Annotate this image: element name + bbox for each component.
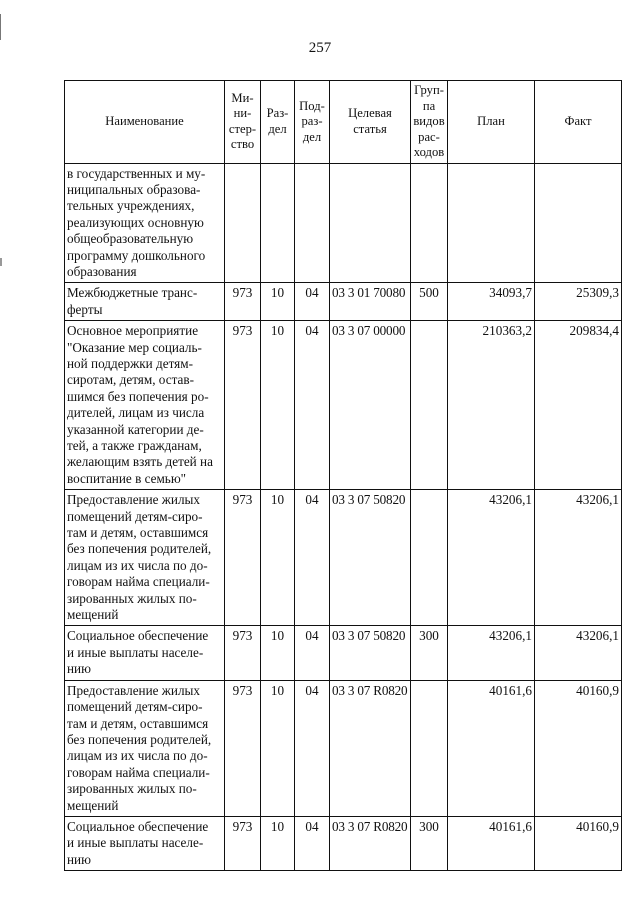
header-name <box>65 81 225 164</box>
name-line: воспитание в семью" <box>67 470 187 486</box>
scan-edge-dot <box>0 258 2 266</box>
ministry-cell: 973 <box>225 321 261 490</box>
table-row <box>65 321 622 490</box>
header-fact <box>535 81 622 164</box>
ministry-cell: 973 <box>225 816 261 870</box>
ministry-cell: 973 <box>225 490 261 626</box>
name-line: сиротам, детям, остав- <box>67 372 194 388</box>
ministry-cell <box>225 163 261 283</box>
name-line: нию <box>67 851 91 867</box>
section-cell: 10 <box>261 680 295 816</box>
name-line: без попечения родителей, <box>67 731 212 747</box>
name-line: в государственных и му- <box>67 165 206 181</box>
name-line: ниципальных образова- <box>67 181 201 197</box>
ministry-cell: 973 <box>225 680 261 816</box>
name-line: указанной категории де- <box>67 421 204 437</box>
table-header-row <box>65 81 622 164</box>
subsection-cell: 04 <box>295 816 330 870</box>
subsection-cell: 04 <box>295 283 330 321</box>
header-line: видов <box>413 114 445 128</box>
header-section <box>261 81 295 164</box>
name-line: программу дошкольного <box>67 247 206 263</box>
name-line: шимся без попечения ро- <box>67 388 209 404</box>
name-line: ферты <box>67 301 103 317</box>
subsection-cell: 04 <box>295 490 330 626</box>
section-cell: 10 <box>261 490 295 626</box>
article-cell: 03 3 07 00000 <box>330 321 411 490</box>
name-line: без попечения родителей, <box>67 541 212 557</box>
name-cell <box>65 816 225 870</box>
group-cell <box>411 680 448 816</box>
header-line: па <box>422 98 436 113</box>
table-row <box>65 283 622 321</box>
fact-cell <box>535 163 622 283</box>
name-line: Предоставление жилых <box>67 682 201 698</box>
header-line: дел <box>302 129 322 144</box>
name-line: желающим взять детей на <box>67 454 213 470</box>
header-subsection <box>295 81 330 164</box>
subsection-cell <box>295 163 330 283</box>
section-cell: 10 <box>261 321 295 490</box>
name-line: Основное мероприятие <box>67 323 199 339</box>
fact-cell: 43206,1 <box>535 490 622 626</box>
name-cell <box>65 163 225 283</box>
group-cell <box>411 490 448 626</box>
header-plan <box>448 81 535 164</box>
section-cell: 10 <box>261 626 295 680</box>
name-cell <box>65 680 225 816</box>
name-line: говорам найма специали- <box>67 574 210 590</box>
plan-cell: 43206,1 <box>448 490 535 626</box>
header-line: Ми- <box>231 90 254 105</box>
plan-cell: 34093,7 <box>448 283 535 321</box>
name-line: зированных жилых по- <box>67 590 197 606</box>
name-line: Социальное обеспечение <box>67 818 209 834</box>
name-cell <box>65 283 225 321</box>
table-body <box>65 163 622 871</box>
name-line: нию <box>67 661 91 677</box>
table-row <box>65 490 622 626</box>
group-cell: 300 <box>411 816 448 870</box>
header-line: Под- <box>299 98 325 113</box>
article-cell <box>330 163 411 283</box>
plan-cell <box>448 163 535 283</box>
table-row <box>65 816 622 870</box>
article-cell: 03 3 07 50820 <box>330 490 411 626</box>
header-line: ни- <box>233 106 252 121</box>
name-line: реализующих основную <box>67 214 204 230</box>
header-line: статья <box>353 121 387 136</box>
plan-cell: 40161,6 <box>448 816 535 870</box>
fact-cell: 25309,3 <box>535 283 622 321</box>
page-number: 257 <box>308 40 332 56</box>
article-cell: 03 3 07 R0820 <box>330 816 411 870</box>
name-line: мещений <box>67 797 119 813</box>
fact-cell: 40160,9 <box>535 680 622 816</box>
plan-cell: 210363,2 <box>448 321 535 490</box>
name-line: говорам найма специали- <box>67 764 210 780</box>
name-line: и иные выплаты населе- <box>67 644 204 660</box>
fact-cell: 40160,9 <box>535 816 622 870</box>
fact-cell: 209834,4 <box>535 321 622 490</box>
group-cell: 500 <box>411 283 448 321</box>
table-row <box>65 626 622 680</box>
header-line: раз- <box>301 114 323 128</box>
name-line: помещений детям-сиро- <box>67 699 203 715</box>
ministry-cell: 973 <box>225 626 261 680</box>
header-article <box>330 81 411 164</box>
subsection-cell: 04 <box>295 321 330 490</box>
name-line: Межбюджетные транс- <box>67 285 198 301</box>
name-line: лицам из их числа по до- <box>67 557 208 573</box>
section-cell: 10 <box>261 816 295 870</box>
name-line: дителей, лицам из числа <box>67 405 205 421</box>
name-line: помещений детям-сиро- <box>67 508 203 524</box>
name-cell <box>65 490 225 626</box>
name-line: мещений <box>67 607 119 623</box>
header-line: дел <box>268 121 287 136</box>
name-line: зированных жилых по- <box>67 781 197 797</box>
name-line: Социальное обеспечение <box>67 628 209 644</box>
ministry-cell: 973 <box>225 283 261 321</box>
name-line: "Оказание мер социаль- <box>67 339 202 355</box>
header-line: рас- <box>418 129 440 144</box>
group-cell <box>411 321 448 490</box>
group-cell <box>411 163 448 283</box>
article-cell: 03 3 07 50820 <box>330 626 411 680</box>
header-line: стер- <box>228 121 257 136</box>
subsection-cell: 04 <box>295 680 330 816</box>
fact-cell: 43206,1 <box>535 626 622 680</box>
name-line: там и детям, оставшимся <box>67 525 209 541</box>
section-cell <box>261 163 295 283</box>
header-line: Груп- <box>414 83 444 97</box>
scan-edge-mark <box>0 14 1 40</box>
header-line: ство <box>230 137 255 152</box>
header-line: План <box>477 114 505 128</box>
subsection-cell: 04 <box>295 626 330 680</box>
plan-cell: 43206,1 <box>448 626 535 680</box>
name-line: ной поддержки детям- <box>67 355 193 371</box>
table-row <box>65 163 622 283</box>
table-row <box>65 680 622 816</box>
header-group <box>411 81 448 164</box>
name-line: тельных учреждениях, <box>67 198 195 214</box>
name-line: образования <box>67 263 137 279</box>
name-line: там и детям, оставшимся <box>67 715 209 731</box>
name-line: тей, а также гражданам, <box>67 438 202 453</box>
header-line: Раз- <box>266 106 289 121</box>
header-line: Факт <box>564 114 592 128</box>
name-line: лицам из их числа по до- <box>67 748 208 764</box>
budget-table <box>64 80 622 871</box>
group-cell: 300 <box>411 626 448 680</box>
section-cell: 10 <box>261 283 295 321</box>
header-line: Целевая <box>348 106 392 121</box>
header-line: ходов <box>413 145 445 159</box>
plan-cell: 40161,6 <box>448 680 535 816</box>
name-cell <box>65 626 225 680</box>
name-line: и иные выплаты населе- <box>67 835 204 851</box>
article-cell: 03 3 07 R0820 <box>330 680 411 816</box>
header-ministry <box>225 81 261 164</box>
header-line: Наименование <box>105 114 184 128</box>
name-line: Предоставление жилых <box>67 492 201 508</box>
name-cell <box>65 321 225 490</box>
name-line: общеобразовательную <box>67 231 194 247</box>
article-cell: 03 3 01 70080 <box>330 283 411 321</box>
